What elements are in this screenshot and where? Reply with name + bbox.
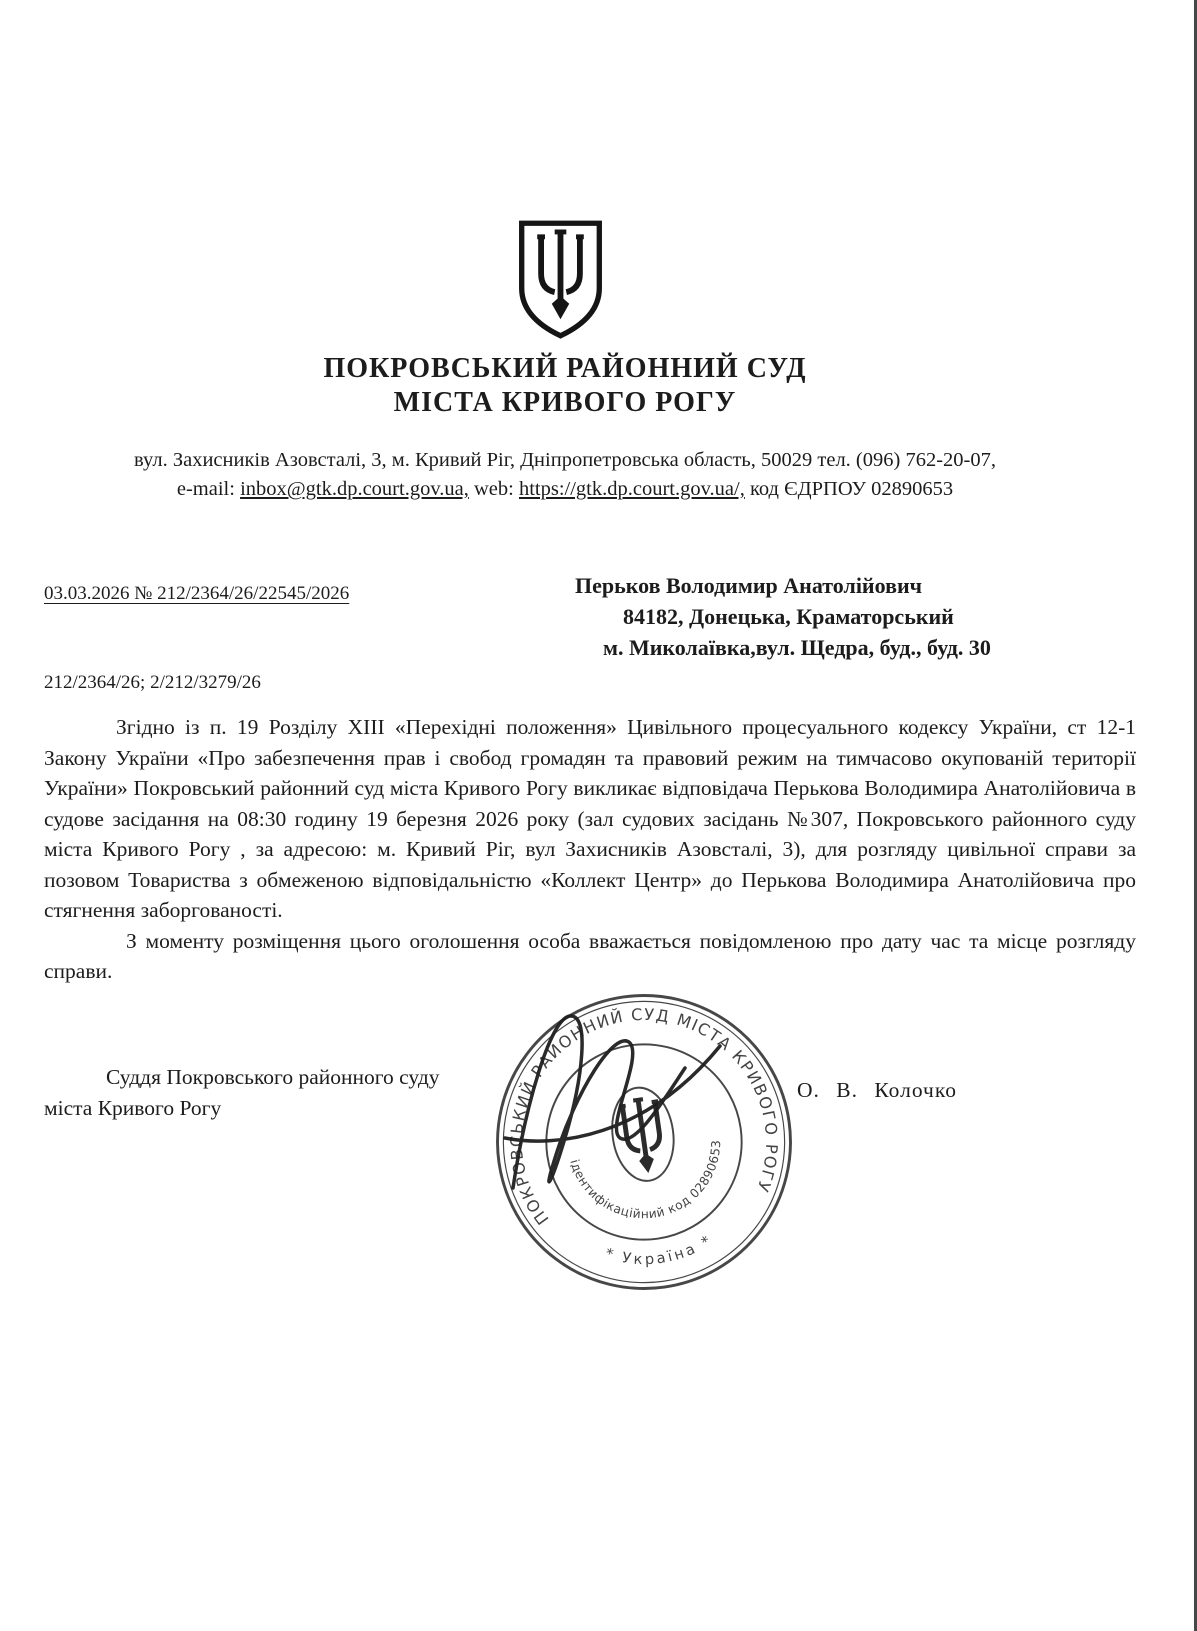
judge-signature (495, 988, 730, 1200)
email-label: e-mail: (176, 478, 235, 500)
stamp-country-text: * Україна * (603, 1231, 717, 1269)
court-name (0, 352, 1130, 420)
recipient-name: Перьков Володимир Анатолійович (575, 573, 923, 598)
email-link[interactable]: inbox@gtk.dp.court.gov.ua, (240, 478, 469, 500)
recipient-block (575, 570, 991, 663)
outgoing-date-number: 03.03.2026 № 212/2364/26/22545/2026 (44, 583, 350, 604)
recipient-address-line1: 84182, Донецька, Краматорський (623, 604, 954, 629)
judge-role-line1: Суддя Покровського районного суду (106, 1065, 440, 1089)
court-name-line2: МІСТА КРИВОГО РОГУ (393, 387, 737, 418)
court-name-line1: ПОКРОВСЬКИЙ РАЙОННИЙ СУД (323, 353, 807, 384)
judge-role-line2: міста Кривого Рогу (44, 1096, 222, 1120)
web-label: web: (473, 478, 514, 500)
stamp-code-text: ідентифікаційний код 02890653 (567, 1139, 724, 1222)
body-paragraph-2: З моменту розміщення цього оголошення особа вважається повідомленою про дату час та місце розгляду справи. (44, 928, 1136, 983)
edrpou-code: код ЄДРПОУ 02890653 (749, 478, 954, 500)
judge-name: О. В. Колочко (797, 1078, 957, 1102)
court-contacts (0, 478, 1130, 501)
web-link[interactable]: https://gtk.dp.court.gov.ua/, (518, 478, 745, 500)
body-paragraph-1: Згідно із п. 19 Розділу XIII «Перехідні положення» Цивільного процесуального кодексу України, ст 12-1 Закону України «Про забезпечення прав і свобод громадян та правовий режим на тимчасово окупованій території України» Покровський районний суд міста Кривого Рогу викликає відповідача Перькова Володимира Анатолійовича в судове засідання на 08:30 годину 19 березня 2026 року (зал судових засідань №307, Покровського районного суду міста Кривого Рогу , за адресою: м. Кривий Ріг, вул Захисників Азовсталі, 3), для розгляду цивільної справи за позовом Товариства з обмеженою відповідальністю «Коллект Центр» до Перькова Володимира Анатолійовича про стягнення заборгованості. (44, 715, 1136, 922)
case-numbers: 212/2364/26; 2/212/3279/26 (44, 672, 261, 693)
recipient-address-line2: м. Миколаївка,вул. Щедра, буд., буд. 30 (603, 635, 991, 660)
court-address: вул. Захисників Азовсталі, 3, м. Кривий Ріг, Дніпропетровська область, 50029 тел. (096) 762-20-07, (134, 449, 996, 471)
judge-role (44, 1062, 440, 1124)
trident-icon (537, 232, 584, 319)
ukraine-trident-emblem (512, 213, 609, 346)
stamp-ring-text: ПОКРОВСЬКИЙ РАЙОННИЙ СУД МІСТА КРИВОГО РОГУ (506, 1004, 782, 1229)
letter-body (44, 712, 1136, 987)
